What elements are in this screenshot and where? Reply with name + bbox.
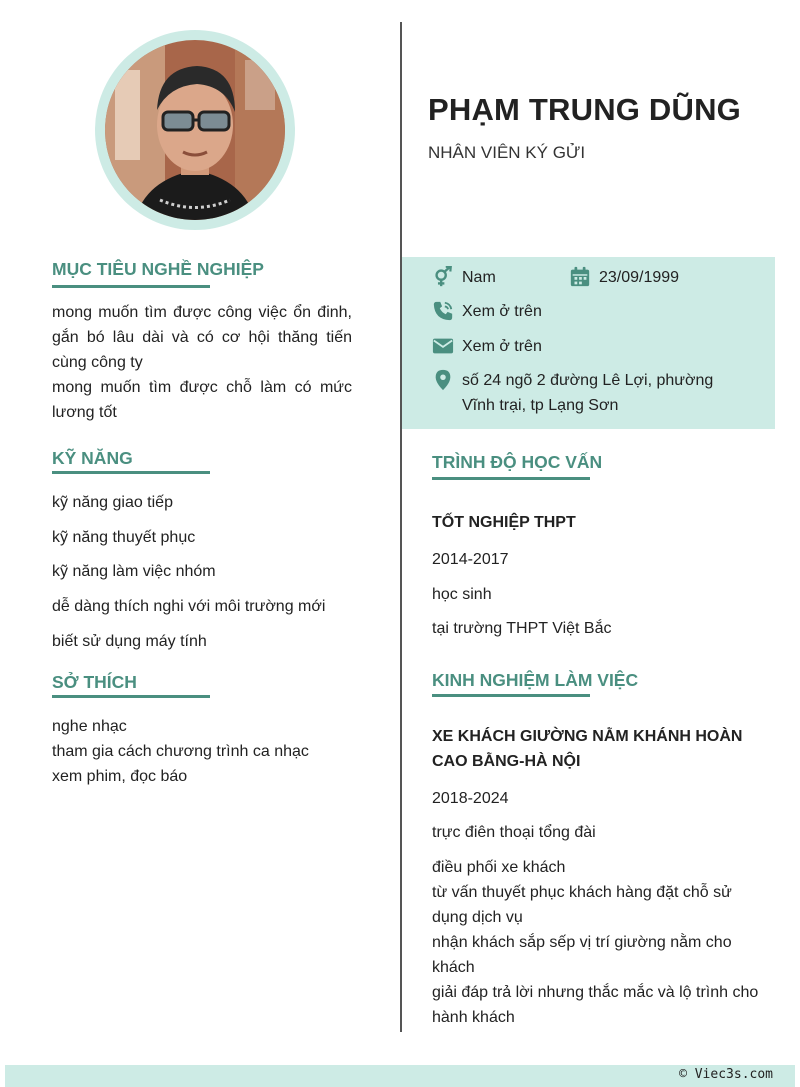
candidate-name: PHẠM TRUNG DŨNG — [428, 92, 741, 127]
address-value: số 24 ngõ 2 đường Lê Lợi, phường Vĩnh trại, tp Lạng Sơn — [462, 372, 714, 414]
experience-heading: KINH NGHIỆM LÀM VIỆC — [432, 670, 639, 690]
copyright: © Viec3s.com — [679, 1067, 773, 1082]
gender-icon — [432, 266, 454, 288]
hobby-item: nghe nhạc — [52, 718, 127, 735]
skill-item: biết sử dụng máy tính — [52, 633, 207, 650]
contact-panel — [402, 257, 775, 429]
footer-bar — [5, 1065, 795, 1087]
skill-item: kỹ năng giao tiếp — [52, 494, 173, 511]
education-heading: TRÌNH ĐỘ HỌC VẤN — [432, 452, 603, 472]
email-value: Xem ở trên — [462, 338, 542, 355]
contact-address — [432, 368, 713, 418]
job-title: NHÂN VIÊN KÝ GỬI — [428, 143, 586, 162]
skill-item: kỹ năng làm việc nhóm — [52, 563, 216, 580]
gender-value: Nam — [462, 269, 496, 286]
birthday-value: 23/09/1999 — [599, 269, 680, 286]
skill-item: kỹ năng thuyết phục — [52, 529, 196, 546]
duty-item: giải đáp trả lời nhưng thắc mắc và lộ trình cho hành khách — [432, 984, 759, 1026]
experience-period: 2018-2024 — [432, 790, 509, 807]
phone-value: Xem ở trên — [462, 303, 542, 320]
skills-underline — [52, 471, 210, 474]
skills-heading: KỸ NĂNG — [52, 448, 133, 468]
contact-phone — [432, 299, 542, 324]
experience-position: trực điên thoại tổng đài — [432, 824, 596, 841]
contact-email — [432, 334, 542, 359]
education-school: tại trường THPT Việt Bắc — [432, 620, 612, 637]
skill-item: dễ dàng thích nghi với môi trường mới — [52, 598, 326, 615]
hobby-item: tham gia cách chương trình ca nhạc — [52, 743, 309, 760]
hobbies-underline — [52, 695, 210, 698]
objective-text-1: mong muốn tìm được công việc ổn đinh, gắn bó lâu dài và có cơ hội thăng tiến cùng công ty — [52, 304, 352, 371]
email-icon — [432, 335, 454, 357]
experience-underline — [432, 694, 590, 697]
objective-heading: MỤC TIÊU NGHỀ NGHIỆP — [52, 259, 264, 279]
experience-duties — [432, 855, 762, 1030]
duty-item: điều phối xe khách — [432, 859, 566, 876]
column-divider — [400, 22, 402, 1032]
avatar — [105, 40, 285, 220]
education-underline — [432, 477, 590, 480]
contact-gender — [432, 265, 496, 290]
duty-item: từ vấn thuyết phục khách hàng đặt chỗ sử dụng dịch vụ — [432, 884, 732, 926]
phone-icon — [432, 300, 454, 322]
objective-text-2: mong muốn tìm được chỗ làm có mức lương tốt — [52, 379, 352, 421]
education-degree: TỐT NGHIỆP THPT — [432, 514, 576, 531]
education-period: 2014-2017 — [432, 551, 509, 568]
hobby-item: xem phim, đọc báo — [52, 768, 188, 785]
hobbies-heading: SỞ THÍCH — [52, 672, 137, 692]
education-role: học sinh — [432, 586, 492, 603]
location-icon — [432, 369, 454, 391]
contact-birthday — [569, 265, 679, 290]
experience-company: XE KHÁCH GIƯỜNG NẰM KHÁNH HOÀN CAO BẰNG-HÀ NỘI — [432, 728, 743, 770]
objective-underline — [52, 285, 210, 288]
calendar-icon — [569, 266, 591, 288]
avatar-ring — [95, 30, 295, 230]
duty-item: nhận khách sắp sếp vị trí giường nằm cho khách — [432, 934, 732, 976]
